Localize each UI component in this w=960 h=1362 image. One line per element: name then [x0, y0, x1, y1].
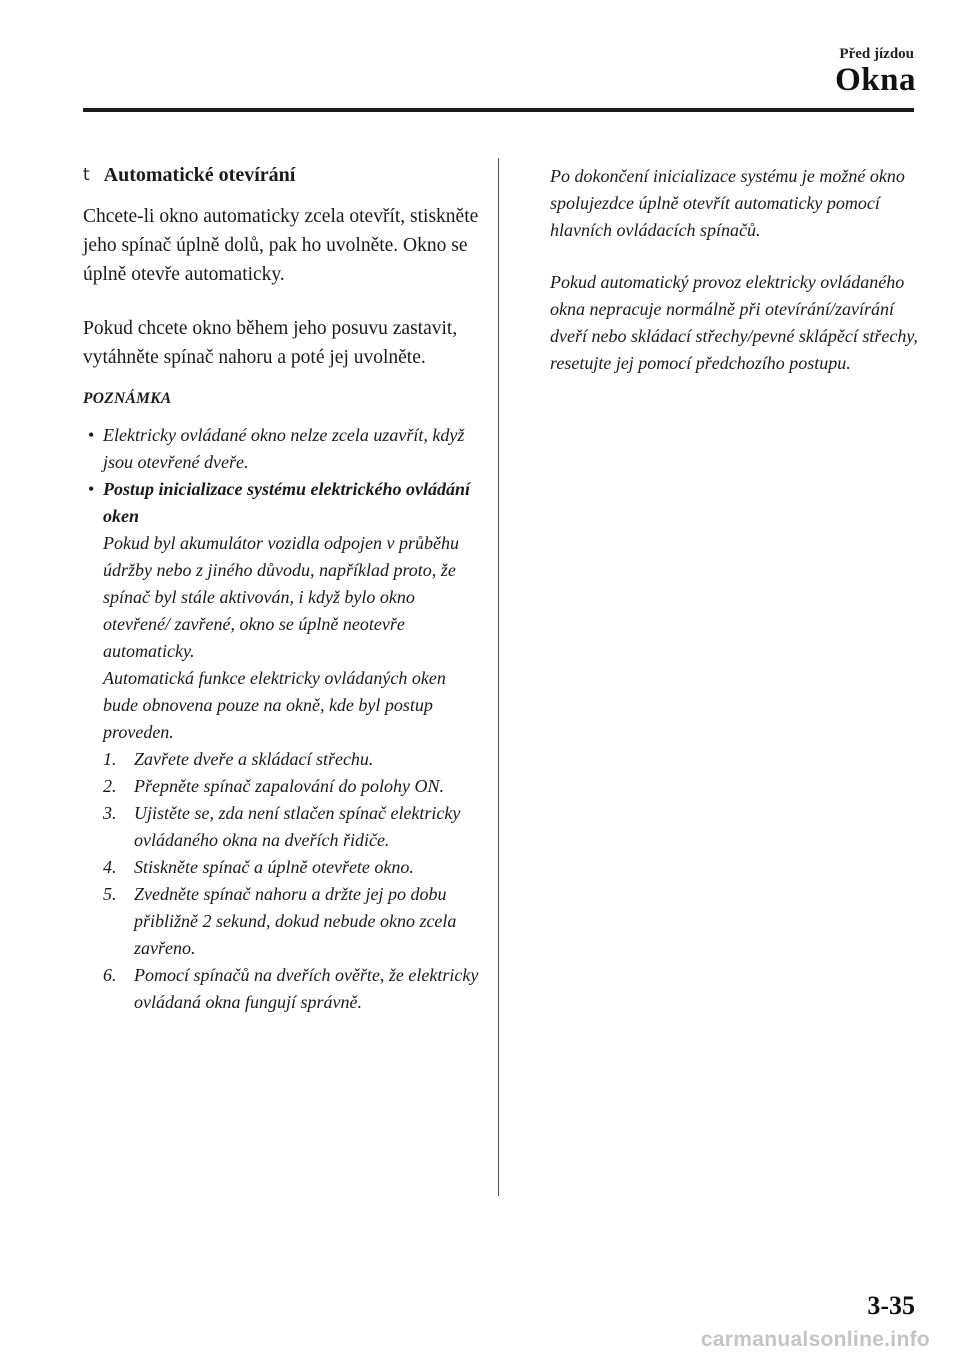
heading-text: Automatické otevírání [103, 163, 296, 186]
right-column [550, 163, 920, 377]
watermark: carmanualsonline.info [700, 1328, 930, 1351]
note-subheading: Postup inicializace systému elektrického ovládání oken [103, 479, 470, 526]
paragraph: Chcete-li okno automaticky zcela otevřít, stiskněte jeho spínač úplně dolů, pak ho uvolněte. Okno se úplně otevře automaticky. [83, 206, 479, 285]
step-text: Zavřete dveře a skládací střechu. [134, 749, 374, 769]
step-number: 4. [103, 857, 117, 877]
step-item [103, 854, 483, 881]
section-marker-icon: t [83, 165, 90, 185]
step-item [103, 881, 483, 962]
step-text: Pomocí spínačů na dveřích ověřte, že elektricky ovládaná okna fungují správně. [134, 965, 479, 1012]
note-paragraph: Pokud automatický provoz elektricky ovládaného okna nepracuje normálně při otevírání/zavírání dveří nebo skládací střechy/pevné sklápěcí střechy, resetujte jej pomocí předchozího postupu. [550, 272, 918, 373]
step-number: 3. [103, 803, 117, 823]
step-number: 2. [103, 776, 117, 796]
note-title: POZNÁMKA [83, 390, 172, 407]
note-text: Pokud byl akumulátor vozidla odpojen v průběhu údržby nebo z jiného důvodu, například proto, že spínač byl stále aktivován, i když bylo okno otevřené/ zavřené, okno se úplně neotevře automaticky. [103, 533, 459, 661]
step-text: Přepněte spínač zapalování do polohy ON. [134, 776, 444, 796]
left-column [83, 160, 483, 1016]
bullet-icon: • [88, 425, 95, 445]
steps-list [103, 746, 483, 1016]
step-item [103, 800, 483, 854]
paragraph: Pokud chcete okno během jeho posuvu zastavit, vytáhněte spínač nahoru a poté jej uvolněte. [83, 318, 458, 368]
header-rule [83, 108, 914, 112]
note-paragraph: Po dokončení inicializace systému je možné okno spolujezdce úplně otevřít automaticky pomocí hlavních ovládacích spínačů. [550, 166, 905, 240]
step-number: 1. [103, 749, 117, 769]
note-item [83, 422, 483, 476]
note-item [83, 476, 483, 1016]
step-item [103, 962, 483, 1016]
step-item [103, 773, 483, 800]
section-label: Před jízdou [839, 46, 914, 62]
section-heading [83, 160, 483, 190]
note-text: Automatická funkce elektricky ovládaných oken bude obnovena pouze na okně, kde byl postup proveden. [103, 668, 446, 742]
note-list [83, 422, 483, 1016]
chapter-title: Okna [835, 62, 916, 98]
step-text: Stiskněte spínač a úplně otevřete okno. [134, 857, 414, 877]
page-number: 3-35 [867, 1291, 915, 1320]
note-text: Elektricky ovládané okno nelze zcela uzavřít, když jsou otevřené dveře. [103, 425, 465, 472]
step-text: Ujistěte se, zda není stlačen spínač elektricky ovládaného okna na dveřích řidiče. [134, 803, 461, 850]
step-number: 5. [103, 884, 117, 904]
step-number: 6. [103, 965, 117, 985]
bullet-icon: • [88, 479, 95, 499]
step-text: Zvedněte spínač nahoru a držte jej po dobu přibližně 2 sekund, dokud nebude okno zcela zavřeno. [134, 884, 457, 958]
step-item [103, 746, 483, 773]
column-divider [498, 158, 499, 1196]
